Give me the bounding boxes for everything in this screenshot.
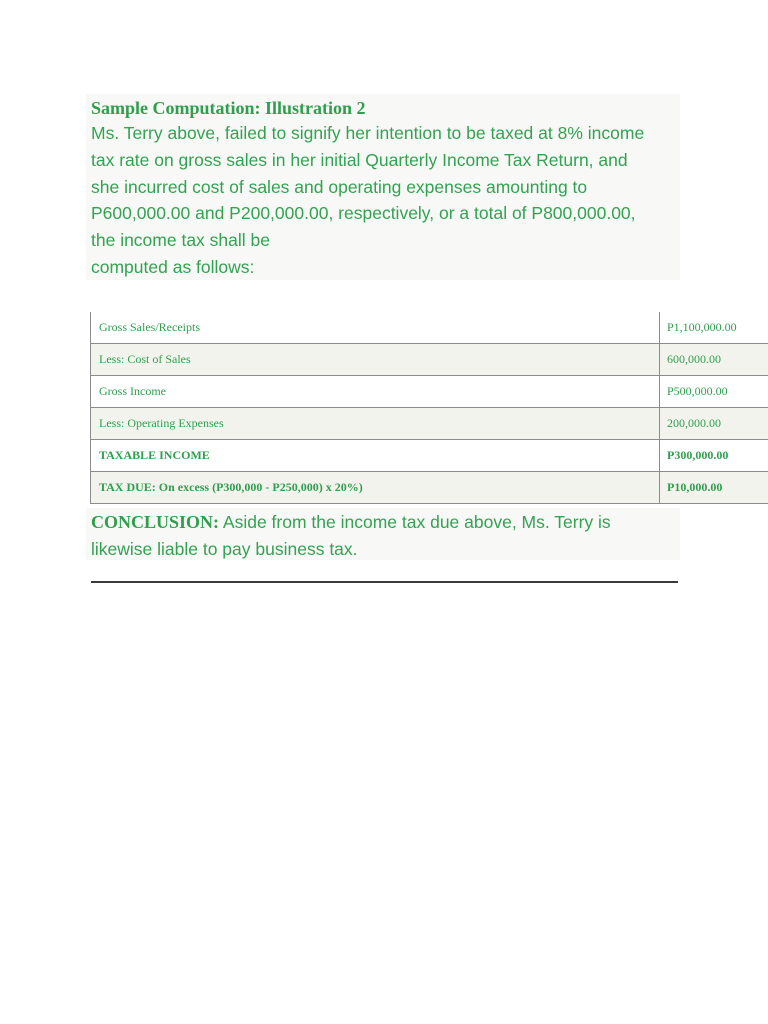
row-value: P1,100,000.00 <box>660 312 768 344</box>
table-row <box>91 408 768 440</box>
table-row <box>91 472 768 504</box>
row-label: TAXABLE INCOME <box>91 440 660 472</box>
row-value: P10,000.00 <box>660 472 768 504</box>
row-label: Gross Sales/Receipts <box>91 312 660 344</box>
row-label: Gross Income <box>91 376 660 408</box>
row-label: Less: Cost of Sales <box>91 344 660 376</box>
conclusion-title: CONCLUSION: <box>91 512 220 532</box>
intro-line-3: she incurred cost of sales and operating expenses amounting to <box>91 177 588 197</box>
row-value: P300,000.00 <box>660 440 768 472</box>
table-row <box>91 440 768 472</box>
intro-line-4: P600,000.00 and P200,000.00, respectively, or a total of P800,000.00, <box>91 203 636 223</box>
row-label: TAX DUE: On excess (P300,000 - P250,000) x 20%) <box>91 472 660 504</box>
computation-table <box>90 312 768 504</box>
row-value: P500,000.00 <box>660 376 768 408</box>
horizontal-divider <box>91 581 678 583</box>
intro-line-1: Ms. Terry above, failed to signify her intention to be taxed at 8% income <box>91 123 645 143</box>
conclusion-line-2: likewise liable to pay business tax. <box>91 539 358 559</box>
intro-line-6: computed as follows: <box>91 257 255 277</box>
conclusion-line-1 <box>91 510 611 534</box>
intro-line-2: tax rate on gross sales in her initial Quarterly Income Tax Return, and <box>91 150 628 170</box>
intro-line-5: the income tax shall be <box>91 230 270 250</box>
row-label: Less: Operating Expenses <box>91 408 660 440</box>
table-row <box>91 376 768 408</box>
illustration-heading: Sample Computation: Illustration 2 <box>91 98 366 118</box>
intro-block <box>86 94 680 280</box>
table-row <box>91 312 768 344</box>
conclusion-block <box>86 508 680 560</box>
row-value: 600,000.00 <box>660 344 768 376</box>
table-row <box>91 344 768 376</box>
row-value: 200,000.00 <box>660 408 768 440</box>
conclusion-text-1: Aside from the income tax due above, Ms. Terry is <box>219 512 611 532</box>
